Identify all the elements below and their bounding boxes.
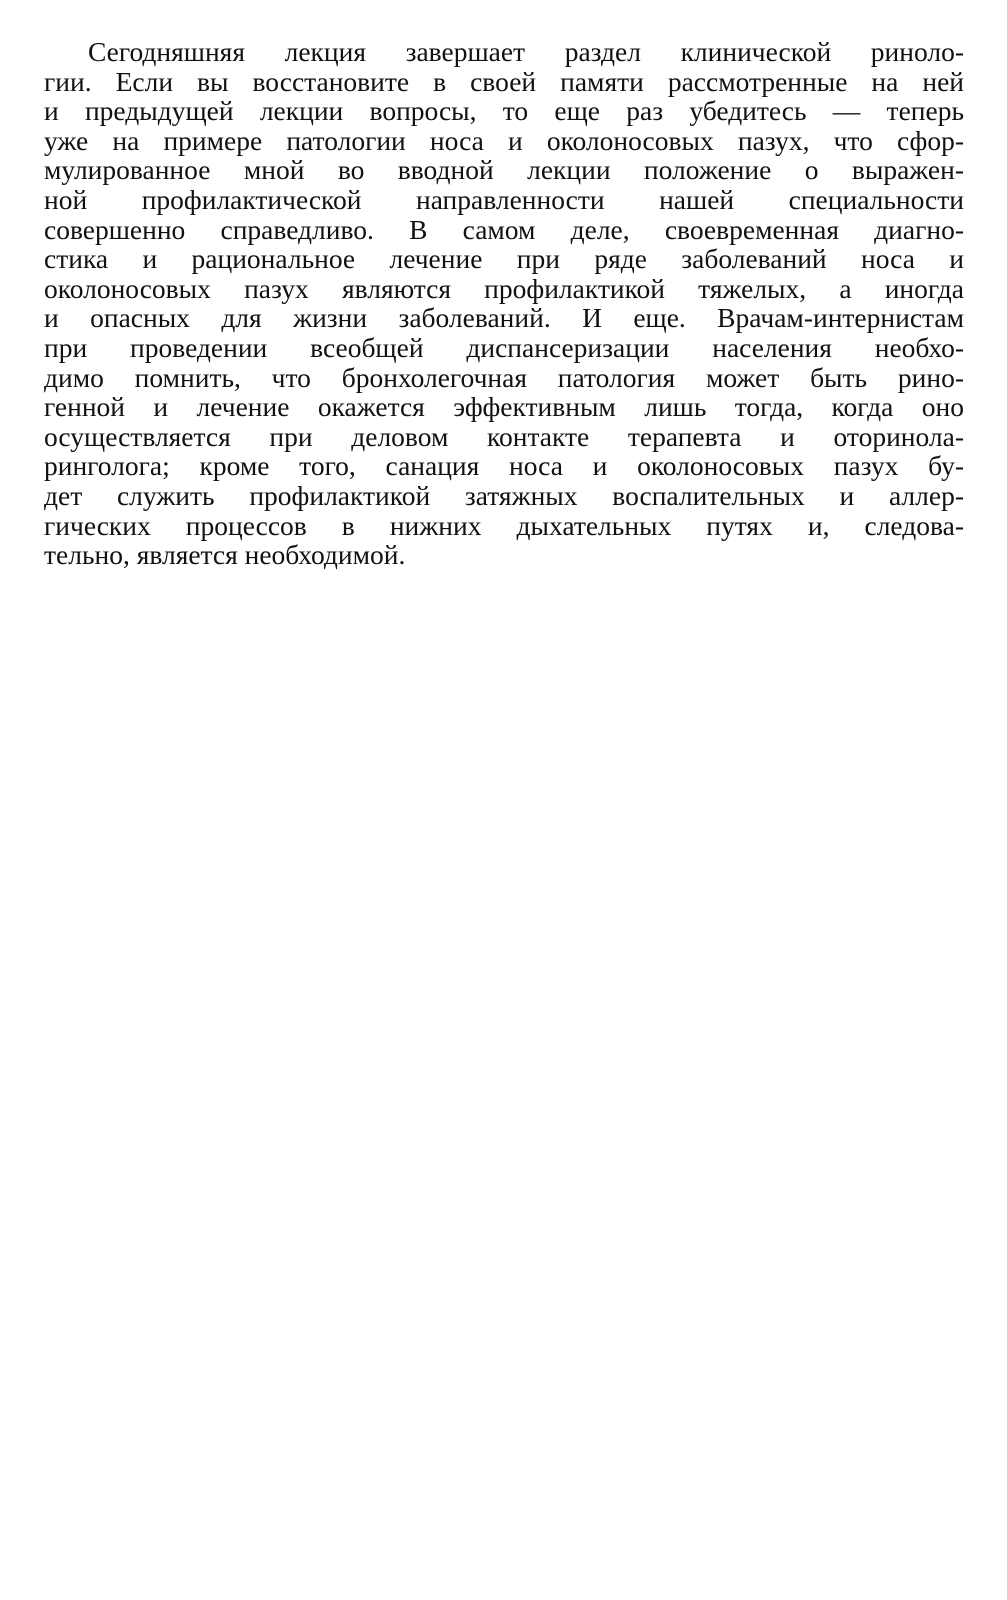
- paragraph-line: осуществляется при деловом контакте терапевта и оторинола-: [44, 420, 964, 452]
- paragraph-line: тельно, является необходимой.: [44, 539, 406, 571]
- paragraph-line: Сегодняшняя лекция завершает раздел клинической риноло-: [88, 36, 964, 67]
- paragraph-line: димо помнить, что бронхолегочная патология может быть рино-: [44, 361, 964, 393]
- paragraph-line: дет служить профилактикой затяжных воспалительных и аллер-: [44, 479, 964, 511]
- paragraph-line: совершенно справедливо. В самом деле, своевременная диагно-: [44, 213, 964, 245]
- paragraph-line: мулированное мной во вводной лекции положение о выражен-: [44, 154, 964, 186]
- paragraph-line: при проведении всеобщей диспансеризации населения необхо-: [44, 331, 964, 363]
- paragraph-line: гических процессов в нижних дыхательных путях и, следова-: [44, 509, 964, 541]
- paragraph-line: генной и лечение окажется эффективным лишь тогда, когда оно: [44, 391, 964, 423]
- body-paragraph: [44, 37, 964, 570]
- paragraph-line: гии. Если вы восстановите в своей памяти рассмотренные на ней: [44, 65, 964, 97]
- paragraph-line: и предыдущей лекции вопросы, то еще раз убедитесь — теперь: [44, 95, 964, 127]
- paragraph-line: околоносовых пазух являются профилактикой тяжелых, а иногда: [44, 272, 964, 304]
- paragraph-line: ринголога; кроме того, санация носа и околоносовых пазух бу-: [44, 450, 964, 482]
- paragraph-line: ной профилактической направленности нашей специальности: [44, 183, 964, 215]
- paragraph-line: стика и рациональное лечение при ряде заболеваний носа и: [44, 243, 964, 275]
- paragraph-line: и опасных для жизни заболеваний. И еще. Врачам-интернистам: [44, 302, 964, 334]
- paragraph-line: уже на примере патологии носа и околоносовых пазух, что сфор-: [44, 124, 964, 156]
